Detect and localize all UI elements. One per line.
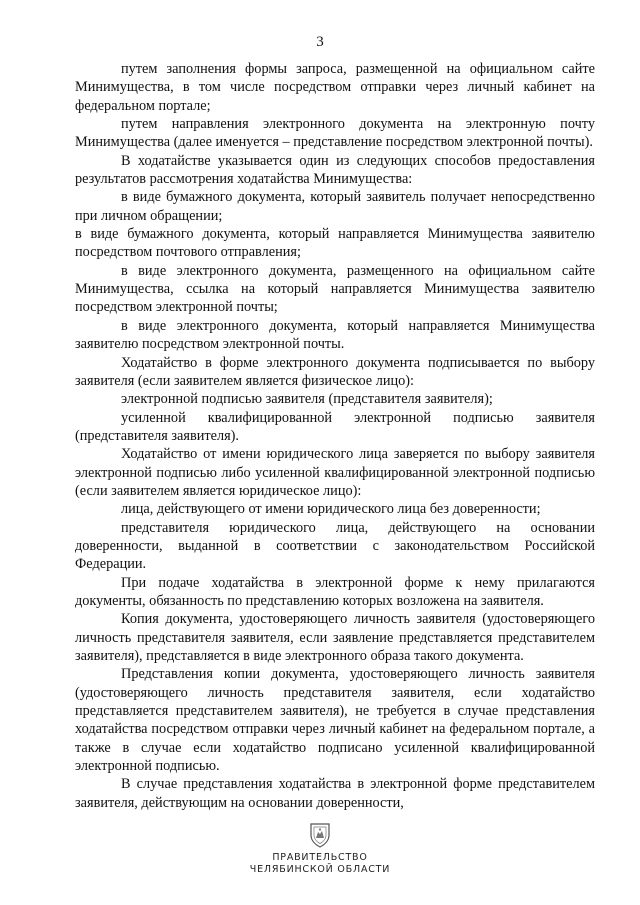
coat-of-arms-icon: [308, 822, 332, 848]
paragraph: электронной подписью заявителя (представителя заявителя);: [121, 391, 493, 408]
paragraph: путем направления электронного документа на электронную почту Минимущества (далее именуется – представление посредством электронной почты).: [75, 116, 595, 151]
footer-org-line-2: ЧЕЛЯБИНСКОЙ ОБЛАСТИ: [249, 864, 391, 875]
paragraph: лица, действующего от имени юридического лица без доверенности;: [121, 501, 541, 518]
paragraph: В случае представления ходатайства в электронной форме представителем заявителя, действующим на основании доверенности,: [75, 776, 595, 811]
paragraph: в виде бумажного документа, который направляется Минимущества заявителю посредством почтового отправления;: [75, 226, 595, 261]
paragraph: усиленной квалифицированной электронной подписью заявителя (представителя заявителя).: [75, 409, 595, 444]
paragraph: В ходатайстве указывается один из следующих способов предоставления результатов рассмотрения ходатайства Минимущества:: [75, 152, 595, 188]
paragraph: Копия документа, удостоверяющего личность заявителя (удостоверяющего личность представителя заявителя, если заявление представляется представителем заявителя), представляется в виде электронного образа такого документа.: [75, 611, 595, 664]
footer: [0, 822, 640, 876]
paragraph: в виде электронного документа, размещенного на официальном сайте Минимущества, ссылка на который направляется Минимущества заявителю посредством электронной почты;: [75, 262, 595, 316]
paragraph: При подаче ходатайства в электронной форме к нему прилагаются документы, обязанность по представлению которых возложена на заявителя.: [75, 574, 595, 609]
paragraph: Ходатайство в форме электронного документа подписывается по выбору заявителя (если заявителем является физическое лицо):: [75, 354, 595, 389]
paragraph: в виде электронного документа, который направляется Минимущества заявителю посредством электронной почты.: [75, 317, 595, 353]
paragraph: путем заполнения формы запроса, размещенной на официальном сайте Минимущества, в том числе посредством отправки через личный кабинет на федеральном портале;: [75, 61, 595, 114]
paragraph: Ходатайство от имени юридического лица заверяется по выбору заявителя электронной подписью либо усиленной квалифицированной электронной подписью (если заявителем является юридическое лицо):: [75, 446, 595, 499]
paragraph: представителя юридического лица, действующего на основании доверенности, выданной в соответствии с законодательством Российской Федерации.: [75, 519, 595, 573]
footer-org-line-1: ПРАВИТЕЛЬСТВО: [272, 852, 368, 863]
paragraph: в виде бумажного документа, который заявитель получает непосредственно при личном обращении;: [75, 189, 595, 224]
paragraph: Представления копии документа, удостоверяющего личность заявителя (удостоверяющего личность представителя заявителя, если ходатайство представляется представителем заявителя), не требуется в случае представления ходатайства посредством отправки через личный кабинет на федеральном портале, а также в случае если ходатайство подписано усиленной квалифицированной электронной подписью.: [75, 666, 595, 775]
page-number: 3: [316, 34, 324, 50]
document-body: [75, 60, 595, 812]
